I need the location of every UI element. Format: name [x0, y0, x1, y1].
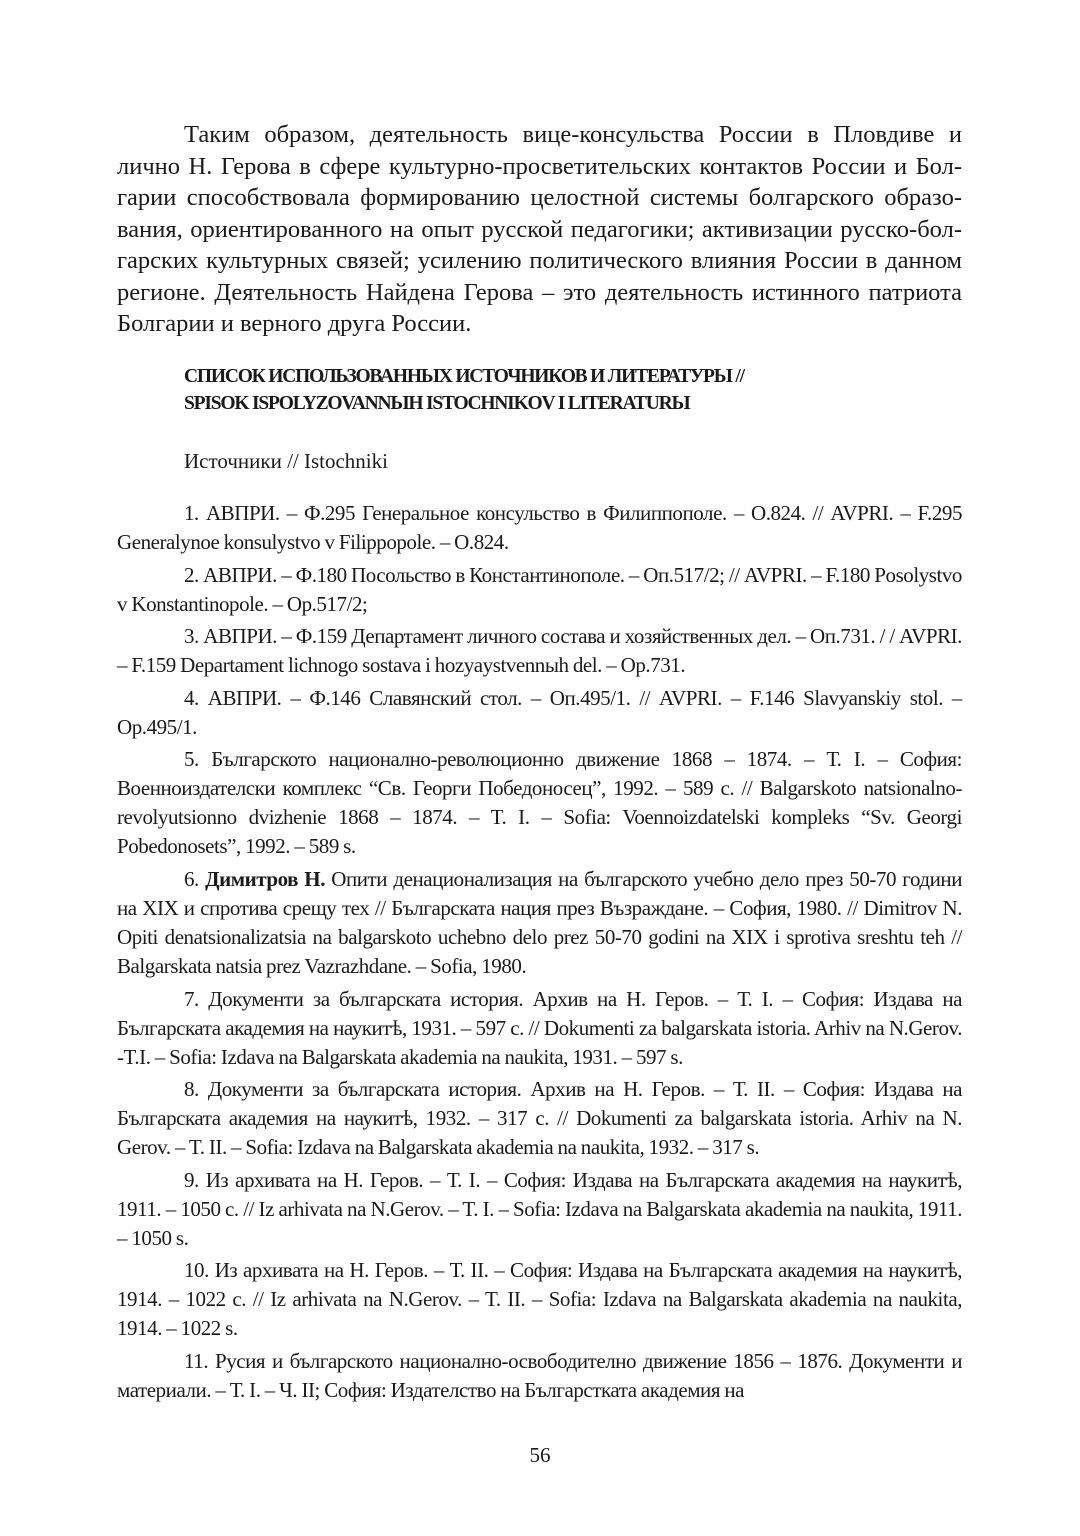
reference-item	[117, 684, 962, 742]
body-paragraph: Таким образом, деятельность вице-консульства России в Пловдиве и лично Н. Герова в сфере культурно-просветительских контактов России и Болгарии способствовала формированию целостной системы болгарского образования, ориентированного на опыт русской педагогики; активизации русско-болгарских культурных связей; усилению политического влияния России в данном регионе. Деятельность Найдена Герова – это деятельность истинного патриота Болгарии и верного друга России.	[117, 121, 962, 337]
reference-number: 11.	[184, 1348, 209, 1373]
references-heading-transliterated: SPISOK ISPOLYZOVANNЫH ISTOCHNIKOV I LITERATURЫ	[184, 393, 690, 414]
reference-number: 9.	[184, 1167, 199, 1192]
reference-item	[117, 561, 962, 619]
reference-text: Българското национално-революционно движение 1868 – 1874. – Т. I. – София: Военноиздателски комплекс “Св. Георги Победоносец”, 1992. – 589 с. // Balgarskoto natsionalno-revolyutsionno dvizhenie 1868 – 1874. – T. I. – Sofia: Voennoizdatelski kompleks “Sv. Georgi Pobedonosets”, 1992. – 589 s.	[117, 747, 962, 859]
sources-subheading: Источники // Istochniki	[184, 449, 388, 473]
reference-item	[117, 1347, 962, 1405]
references-heading	[184, 363, 944, 417]
reference-item	[117, 865, 962, 981]
reference-text: Документи за българската история. Архив на Н. Геров. – Т. I. – София: Издава на Българската академия на наукитѣ, 1931. – 597 с. // Dokumenti za balgarskata istoria. Arhiv na N.Gerov. -T.I. – Sofia: Izdava na Balgarskata akademia na naukita, 1931. – 597 s.	[117, 986, 962, 1069]
reference-item	[117, 1166, 962, 1253]
reference-item	[117, 499, 962, 557]
reference-number: 7.	[184, 986, 199, 1011]
reference-number: 10.	[184, 1258, 209, 1283]
reference-text: АВПРИ. – Ф.159 Департамент личного состава и хозяйственных дел. – Оп.731. / / AVPRI. – F.159 Departament lichnogo sostava i hozyaystvennыh del. – Op.731.	[117, 624, 962, 678]
reference-list	[117, 499, 962, 1409]
references-heading-cyrillic: СПИСОК ИСПОЛЬЗОВАННЫХ ИСТОЧНИКОВ И ЛИТЕРАТУРЫ //	[184, 366, 744, 387]
reference-item	[117, 622, 962, 680]
reference-item	[117, 745, 962, 861]
reference-item	[117, 1075, 962, 1162]
reference-text: АВПРИ. – Ф.295 Генеральное консульство в Филиппополе. – О.824. // AVPRI. – F.295 Generalynoe konsulystvo v Filippopole. – O.824.	[117, 501, 962, 554]
reference-number: 4.	[184, 685, 199, 710]
reference-text: АВПРИ. – Ф.180 Посольство в Константинополе. – Оп.517/2; // AVPRI. – F.180 Posolystvo v Konstantinopole. – Op.517/2;	[117, 562, 962, 616]
reference-text: АВПРИ. – Ф.146 Славянский стол. – Оп.495/1. // AVPRI. – F.146 Slavyanskiy stol. – Op.495/1.	[117, 685, 962, 739]
reference-text: Из архивата на Н. Геров. – Т. II. – София: Издава на Българската академия на наукитѣ, 1914. – 1022 с. // Iz arhivata na N.Gerov. – T. II. – Sofia: Izdava na Balgarskata akademia na naukita, 1914. – 1022 s.	[117, 1258, 962, 1341]
reference-number: 6.	[184, 866, 199, 891]
reference-number: 2.	[184, 562, 199, 587]
reference-text: Русия и българското национално-освободително движение 1856 – 1876. Документи и материали. – Т. I. – Ч. II; София: Издателство на Българстката академия на	[117, 1348, 962, 1402]
reference-text: Из архивата на Н. Геров. – Т. I. – София: Издава на Българската академия на наукитѣ, 1911. – 1050 с. // Iz arhivata na N.Gerov. – T. I. – Sofia: Izdava na Balgarskata akademia na naukita, 1911. – 1050 s.	[117, 1167, 962, 1250]
reference-item	[117, 985, 962, 1072]
page-number: 56	[529, 1443, 551, 1467]
reference-number: 5.	[184, 747, 199, 772]
reference-text: Документи за българската история. Архив на Н. Геров. – Т. II. – София: Издава на Българската академия на наукитѣ, 1932. – 317 с. // Dokumenti za balgarskata istoria. Arhiv na N. Gerov. – T. II. – Sofia: Izdava na Balgarskata akademia na naukita, 1932. – 317 s.	[117, 1077, 962, 1160]
reference-number: 1.	[184, 501, 199, 525]
reference-number: 3.	[184, 624, 199, 649]
reference-number: 8.	[184, 1077, 199, 1102]
reference-item	[117, 1256, 962, 1343]
reference-author: Димитров Н.	[205, 866, 325, 891]
reference-text: Опити денационализация на българското учебно дело през 50-70 години на XIX и спротива срещу тех // Българската нация през Възраждане. – София, 1980. // Dimitrov N. Opiti denatsionalizatsia na balgarskoto uchebno delo prez 50-70 godini na XIX i sprotiva sreshtu teh // Balgarskata natsia prez Vazrazhdane. – Sofia, 1980.	[117, 866, 962, 978]
